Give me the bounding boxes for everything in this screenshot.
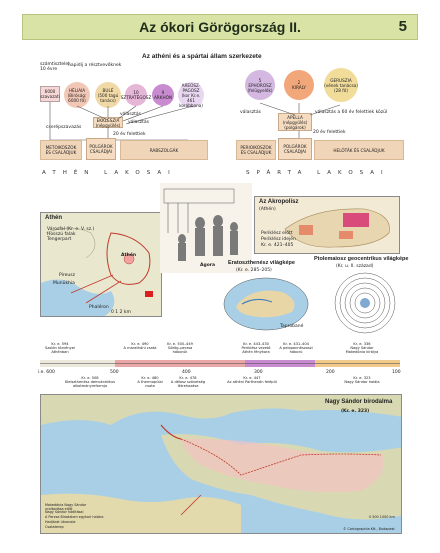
alexander-legend-0: Makedónia Nagy Sándor uralkodása előtt [45,503,87,511]
timeline-bar [40,358,400,370]
timeline-bottom-0: Kr. e. 508 Kleiszthenész demokratikus alkotmányreformja [64,376,116,388]
ptolemy-subtitle: (Kr. u. II. század) [336,264,374,269]
athens-map-legend-2: Tengerpart [47,237,72,242]
alexander-legend-3: Hadjárat útvonala [45,520,76,524]
heliaia-node: HÉLIAIA (Bíróság: 6000 fő) [64,82,90,108]
timeline-top-5: Kr. e. 336 Nagy Sándor Makedónia királya [345,342,379,354]
page-header [22,14,418,40]
kings-node: 2 KIRÁLY [284,70,314,100]
sparta-population-label: SPÁRTA LAKOSAI [246,170,390,176]
alexander-legend-1: Nagy Sándor hódításai [45,510,84,514]
sparta-citizens-box: POLGÁROK CSALÁDJAI [278,138,312,160]
athens-map-place-munychia: Munükhia [53,281,75,286]
athens-note-term: számtisztelet [40,62,70,67]
perioikoi-box: PERIOIKOSZOK ÉS CSALÁDJUK [236,140,276,160]
athens-map-place-piraeus: Pireusz [59,273,75,278]
page-title: Az ókori Görögország II. [139,19,301,35]
sparta-note-0: választás [240,110,262,115]
state-structure-title: Az athéni és a spártai állam szerkezete [142,53,262,60]
timeline-top-2: Kr. e. 500–449 Görög–perzsa háborúk [167,342,193,354]
copyright: © Cartographia Kft., Budapest [343,527,395,531]
alexander-legend-2: A Perzsa Birodalom egykori határa [45,515,104,519]
athens-note-years: 10 évre [40,67,58,72]
gerousia-node: GERUSZIA (vének tanácsa) (28 fő) [324,68,358,102]
sparta-note-2: 20 év felettiek [313,130,346,135]
agora-label: Agora [200,263,216,268]
alexander-empire-map [40,394,402,534]
eratosthenes-title: Eratoszthenész világképe [228,260,295,266]
athens-assembly-box: EKKLÉSZIA (népgyűlés) [93,117,123,128]
timeline-bottom-1: Kr. e. 480 A thermopülai csata [137,376,163,388]
acropolis-legend-0: Periklész előtt [261,231,293,236]
athens-map-legend-1: Hosszú falak [47,232,76,237]
alexander-map-title: Nagy Sándor birodalma [325,399,393,405]
athens-map-place-phaleron: Phaléron [89,305,109,310]
timeline-tick-3: 300 [254,370,263,375]
eratosthenes-subtitle: (Kr. e. 285–205) [236,268,272,273]
sparta-connector-lines [235,95,375,140]
strategos-node: 10 SZTRATÉGOSZ [125,84,147,106]
archon-node: 9 ARKHÓN [152,84,174,106]
athens-note-5: 20 év felettiek [113,132,146,137]
acropolis-legend-1: Periklész idején [261,237,296,242]
timeline-tick-5: 100 [392,370,401,375]
athens-citizens-box: POLGÁROK CSALÁDJAI [86,138,116,160]
alexander-map-scale: 0 500 1000 km [369,515,395,519]
metics-box: METOIKOSZOK ÉS CSALÁDJUK [40,140,82,160]
athens-map-title: Athén [45,215,62,221]
timeline-top-1: Kr. e. 490 A marathóni csata [123,342,157,350]
alexander-map-graphic [41,395,402,534]
athens-connector-lines [38,100,218,142]
athens-map-scale: 0 1 2 km [111,310,131,315]
ekklesia-box: 6000 szavazati [40,86,60,102]
timeline-top-4: Kr. e. 431–404 A peloponnészoszi háború [279,342,313,354]
timeline-bottom-3: Kr. e. 447 Az athéni Parthenón felépül [227,376,277,384]
timeline-tick-0: i.e. 600 [38,370,55,375]
athens-map-place-athens: Athén [121,253,137,258]
alexander-map-subtitle: (Kr. e. 323) [341,409,370,414]
athens-note-1: választás [120,112,142,117]
athens-map-legend-0: Városfal (Kr. e. V. sz.) [47,227,95,232]
eratosthenes-place: Taprobané [280,324,304,329]
acropolis-title: Az Akropolisz [259,199,299,205]
timeline-tick-2: 400 [182,370,191,375]
athens-note-2: választás [128,120,150,125]
timeline-bottom-5: Kr. e. 323 Nagy Sándor halála [344,376,380,384]
athens-map [40,212,162,317]
ephors-node: 5 EPHOROSZ (felügyelők) [245,70,275,100]
timeline-top-3: Kr. e. 443–430 Periklész vezető Athén fénykora [241,342,271,354]
sparta-note-1: választás a 60 év felettiek közül [315,110,388,115]
boule-node: BULÉ (500 tagú tanács) [95,82,121,108]
ptolemy-title: Ptolemaiosz geocentrikus világképe [314,256,409,262]
page-number: 5 [398,18,407,35]
timeline-top-0: Kr. e. 594 Szolón törvényei Athénban [44,342,76,354]
acropolis-map [254,196,400,254]
acropolis-subtitle: (Athén) [259,207,276,212]
timeline-tick-1: 500 [110,370,119,375]
helots-box: HELÓTÁK ÉS CSALÁDJUK [314,140,404,160]
areopagus-node: AREOSZ- PAGOSZ (kor Kr.e. 461 korábbana) [179,82,203,108]
alexander-legend-4: Csataterep [45,525,64,529]
acropolis-legend-2: Kr. e. 421–405 [261,243,294,248]
apella-box: APELLA (népgyűlés) (polgárok) [278,113,312,131]
athens-note-pay: napidíj a résztvevőknek [68,63,122,68]
timeline-bottom-2: Kr. e. 478 A délosz szövetség létrehozása [170,376,206,388]
athens-note-4: cserépszavazás [46,125,82,130]
slaves-box: RABSZOLGÁK [120,140,208,160]
ptolemy-world-system [320,270,410,336]
timeline-tick-4: 200 [326,370,335,375]
athens-population-label: ATHÉN LAKOSAI [42,170,177,176]
